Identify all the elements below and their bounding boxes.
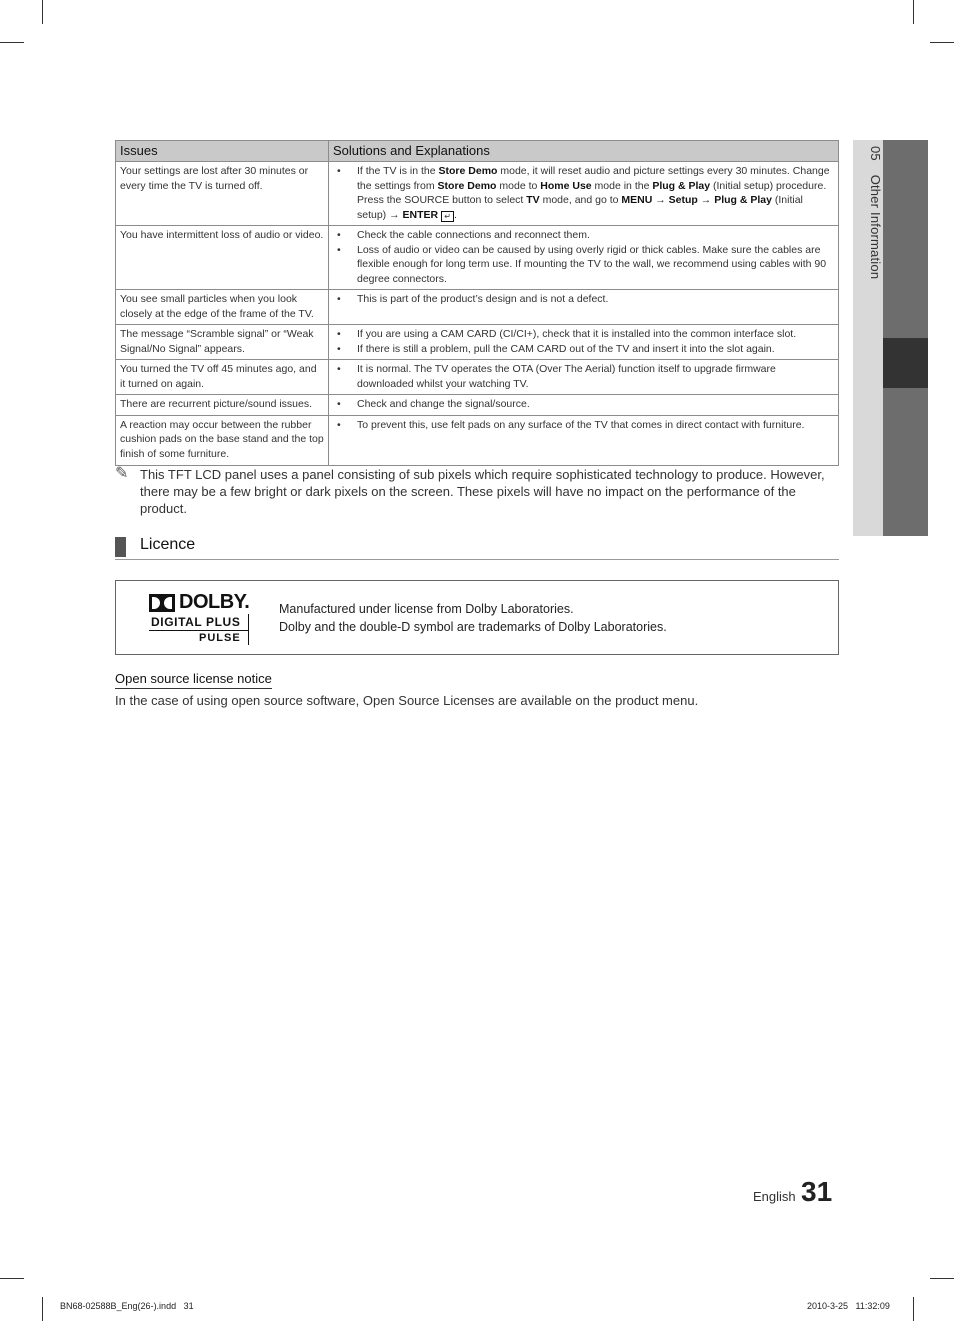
licence-line-2: Dolby and the double-D symbol are trademarks of Dolby Laboratories.: [279, 620, 667, 634]
dolby-logo: [149, 593, 249, 645]
table-row: [116, 162, 839, 226]
issue-cell: You turned the TV off 45 minutes ago, and it turned on again.: [116, 360, 329, 395]
crop-mark: [0, 1278, 24, 1279]
open-source-heading: Open source license notice: [115, 671, 272, 689]
crop-mark: [930, 1278, 954, 1279]
solution-cell: [329, 325, 839, 360]
dolby-pulse: PULSE: [199, 632, 241, 644]
crop-mark: [42, 1297, 43, 1321]
note-block: [115, 466, 839, 517]
dolby-licence-text: [279, 600, 667, 636]
solution-item: • To prevent this, use felt pads on any surface of the TV that comes in direct contact with furniture.: [357, 418, 834, 433]
table-row: [116, 325, 839, 360]
solution-cell: [329, 360, 839, 395]
table-row: [116, 415, 839, 465]
licence-heading: Licence: [140, 536, 196, 553]
solution-cell: [329, 395, 839, 416]
table-row: [116, 226, 839, 290]
licence-line-1: Manufactured under license from Dolby Laboratories.: [279, 602, 574, 616]
table-row: [116, 290, 839, 325]
issues-table: [115, 140, 839, 466]
chapter-number: 05: [868, 146, 883, 161]
print-timestamp: 2010-3-25 11:32:09: [807, 1301, 890, 1311]
solution-item: • Loss of audio or video can be caused by using overly rigid or thick cables. Make sure the cables are flexible enough for long term use. If mounting the TV to the wall, we recommend using cables with 90 degree connectors.: [357, 243, 834, 287]
solution-item: • Check and change the signal/source.: [357, 397, 834, 412]
dolby-wordmark: DOLBY.: [179, 591, 250, 613]
table-row: [116, 395, 839, 416]
solution-cell: [329, 290, 839, 325]
solution-item: • It is normal. The TV operates the OTA (Over The Aerial) function itself to upgrade firmware downloaded whilst your watching TV.: [357, 362, 834, 391]
note-text: This TFT LCD panel uses a panel consisting of sub pixels which require sophisticated technology to produce. However, there may be a few bright or dark pixels on the screen. These pixels will have no impact on the performance of the product.: [140, 467, 825, 516]
issue-cell: The message “Scramble signal” or “Weak Signal/No Signal” appears.: [116, 325, 329, 360]
crop-mark: [930, 42, 954, 43]
header-issues: Issues: [116, 141, 329, 162]
solution-cell: [329, 226, 839, 290]
enter-icon: ↵: [441, 211, 454, 222]
crop-mark: [42, 0, 43, 24]
issue-cell: Your settings are lost after 30 minutes or every time the TV is turned off.: [116, 162, 329, 226]
table-header: [116, 141, 839, 162]
dolby-digital-plus: DIGITAL PLUS: [151, 615, 241, 629]
issue-cell: There are recurrent picture/sound issues.: [116, 395, 329, 416]
solution-item: • If you are using a CAM CARD (CI/CI+), check that it is installed into the common interface slot.: [357, 327, 834, 342]
solution-item: • If there is still a problem, pull the CAM CARD out of the TV and insert it into the slot again.: [357, 342, 834, 357]
dolby-licence-box: [115, 580, 839, 655]
crop-mark: [0, 42, 24, 43]
crop-mark: [913, 1297, 914, 1321]
logo-border: [248, 614, 249, 645]
section-divider: [115, 559, 839, 560]
open-source-text: In the case of using open source software, Open Source Licenses are available on the product menu.: [115, 693, 699, 708]
solution-cell: [329, 415, 839, 465]
table-row: [116, 360, 839, 395]
header-solutions: Solutions and Explanations: [329, 141, 839, 162]
side-tab-label: [868, 146, 883, 279]
section-marker: [115, 537, 126, 557]
solution-item: • If the TV is in the Store Demo mode, it will reset audio and picture settings every 30 minutes. Change the settings from Store Demo mode to Home Use mode in the Plug & Play (Initial setup) procedure. Press the SOURCE button to select TV mode, and go to MENU → Setup → Plug & Play (Initial setup) → ENTER ↵ .: [357, 164, 834, 222]
solution-item: • Check the cable connections and reconnect them.: [357, 228, 834, 243]
crop-mark: [913, 0, 914, 24]
print-file-info: BN68-02588B_Eng(26-).indd 31: [60, 1301, 194, 1311]
pencil-icon: ✎: [115, 465, 129, 482]
chapter-title: Other Information: [868, 174, 883, 280]
solution-item: • This is part of the product’s design and is not a defect.: [357, 292, 834, 307]
side-tab-marker: [883, 338, 928, 388]
issue-cell: You have intermittent loss of audio or video.: [116, 226, 329, 290]
page-language: English: [753, 1189, 796, 1204]
issue-cell: You see small particles when you look closely at the edge of the frame of the TV.: [116, 290, 329, 325]
page-number: 31: [801, 1176, 833, 1207]
solution-cell: [329, 162, 839, 226]
double-d-icon: [149, 594, 175, 612]
issue-cell: A reaction may occur between the rubber cushion pads on the base stand and the top finish of some furniture.: [116, 415, 329, 465]
logo-divider: [149, 630, 249, 631]
